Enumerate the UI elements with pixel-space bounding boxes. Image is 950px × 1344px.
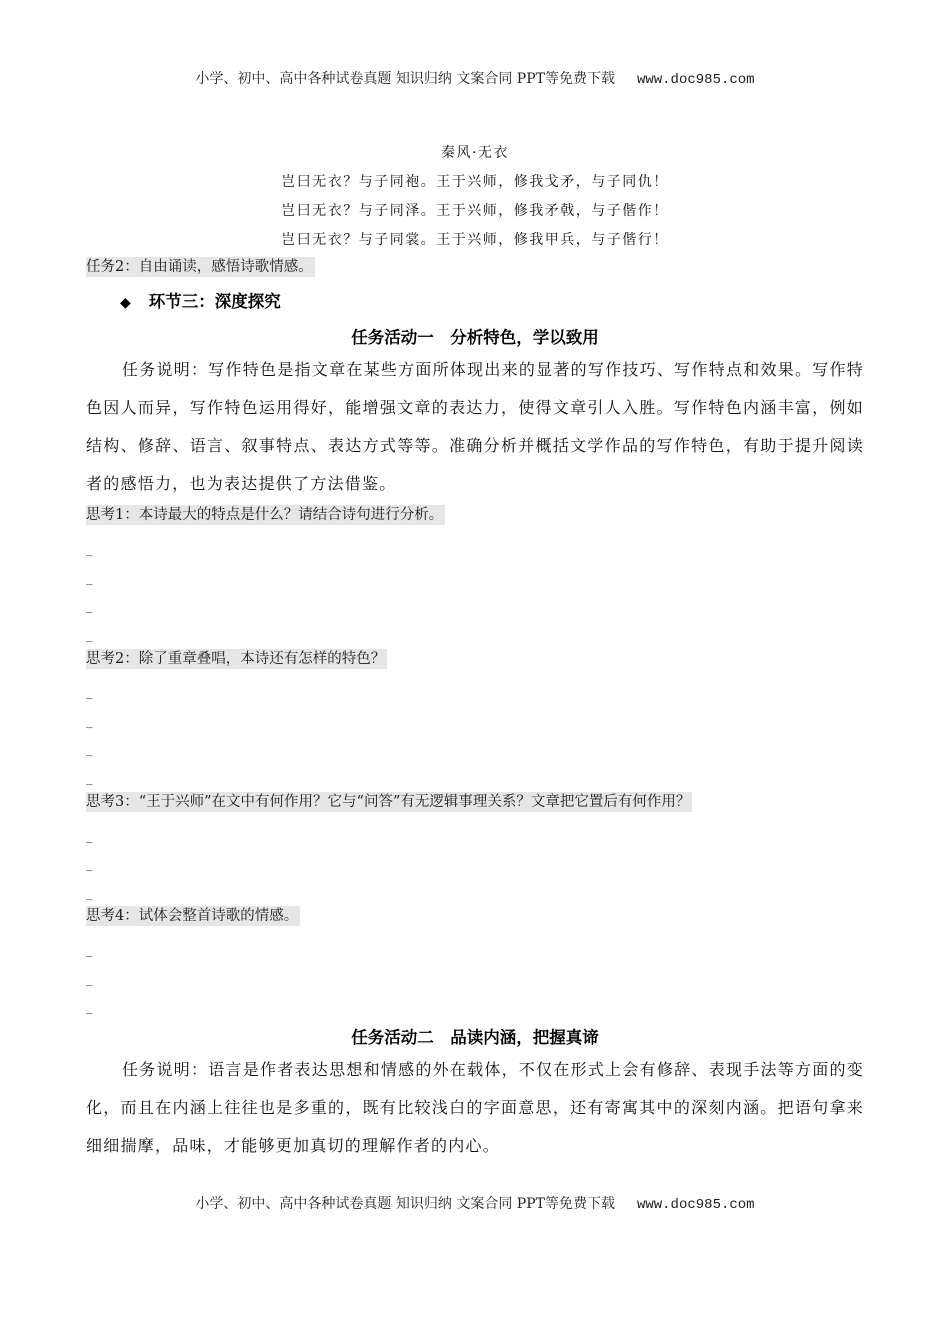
activity-1-title: 任务活动一 分析特色，学以致用 — [351, 328, 599, 347]
poem-line: 岂曰无衣？与子同袍。王于兴师，修我戈矛，与子同仇！ — [281, 174, 669, 190]
answer-blank[interactable]: _ — [86, 542, 93, 557]
page-footer — [0, 1193, 950, 1213]
footer-url[interactable]: www.doc985.com — [636, 1197, 755, 1213]
answer-blank[interactable]: _ — [86, 571, 93, 586]
section-heading — [120, 288, 281, 312]
answer-blank[interactable]: _ — [86, 829, 93, 844]
answer-blank[interactable]: _ — [86, 628, 93, 643]
task-2-prompt: 任务2：自由诵读，感悟诗歌情感。 — [86, 259, 313, 275]
question-3: 思考3：“王于兴师”在文中有何作用？它与“问答”有无逻辑事理关系？文章把它置后有何作用？ — [86, 794, 691, 810]
activity-2-description: 任务说明：语言是作者表达思想和情感的外在载体，不仅在形式上会有修辞、表现手法等方面的变化，而且在内涵上往往也是多重的，既有比较浅白的字面意思，还有寄寓其中的深刻内涵。把语句拿来细细揣摩，品味，才能够更加真切的理解作者的内心。 — [86, 1060, 864, 1155]
answer-blank[interactable]: _ — [86, 943, 93, 958]
question-2: 思考2：除了重章叠唱，本诗还有怎样的特色？ — [86, 651, 386, 667]
page-header — [0, 68, 950, 88]
answer-blank[interactable]: _ — [86, 886, 93, 901]
activity-1-description: 任务说明：写作特色是指文章在某些方面所体现出来的显著的写作技巧、写作特点和效果。写作特色因人而异，写作特色运用得好，能增强文章的表达力，使得文章引人入胜。写作特色内涵丰富，例如结构、修辞、语言、叙事特点、表达方式等等。准确分析并概括文学作品的写作特色，有助于提升阅读者的感悟力，也为表达提供了方法借鉴。 — [86, 360, 864, 493]
question-4: 思考4：试体会整首诗歌的情感。 — [86, 908, 299, 924]
header-text: 小学、初中、高中各种试卷真题 知识归纳 文案合同 PPT等免费下载 — [195, 71, 615, 87]
answer-blank[interactable]: _ — [86, 972, 93, 987]
answer-blank[interactable]: _ — [86, 742, 93, 757]
answer-blank[interactable]: _ — [86, 599, 93, 614]
poem-line: 岂曰无衣？与子同泽。王于兴师，修我矛戟，与子偕作！ — [281, 203, 669, 219]
header-url[interactable]: www.doc985.com — [636, 72, 755, 88]
activity-2-title: 任务活动二 品读内涵，把握真谛 — [351, 1028, 599, 1047]
footer-text: 小学、初中、高中各种试卷真题 知识归纳 文案合同 PPT等免费下载 — [195, 1196, 615, 1212]
poem-line: 岂曰无衣？与子同裳。王于兴师，修我甲兵，与子偕行！ — [281, 232, 669, 248]
answer-blank[interactable]: _ — [86, 714, 93, 729]
diamond-bullet-icon: ◆ — [120, 295, 131, 311]
answer-blank[interactable]: _ — [86, 771, 93, 786]
answer-blank[interactable]: _ — [86, 1000, 93, 1015]
section-title: 环节三：深度探究 — [148, 292, 281, 311]
answer-blank[interactable]: _ — [86, 685, 93, 700]
question-1: 思考1：本诗最大的特点是什么？请结合诗句进行分析。 — [86, 507, 444, 523]
answer-blank[interactable]: _ — [86, 857, 93, 872]
poem-title: 秦风·无衣 — [441, 145, 509, 161]
